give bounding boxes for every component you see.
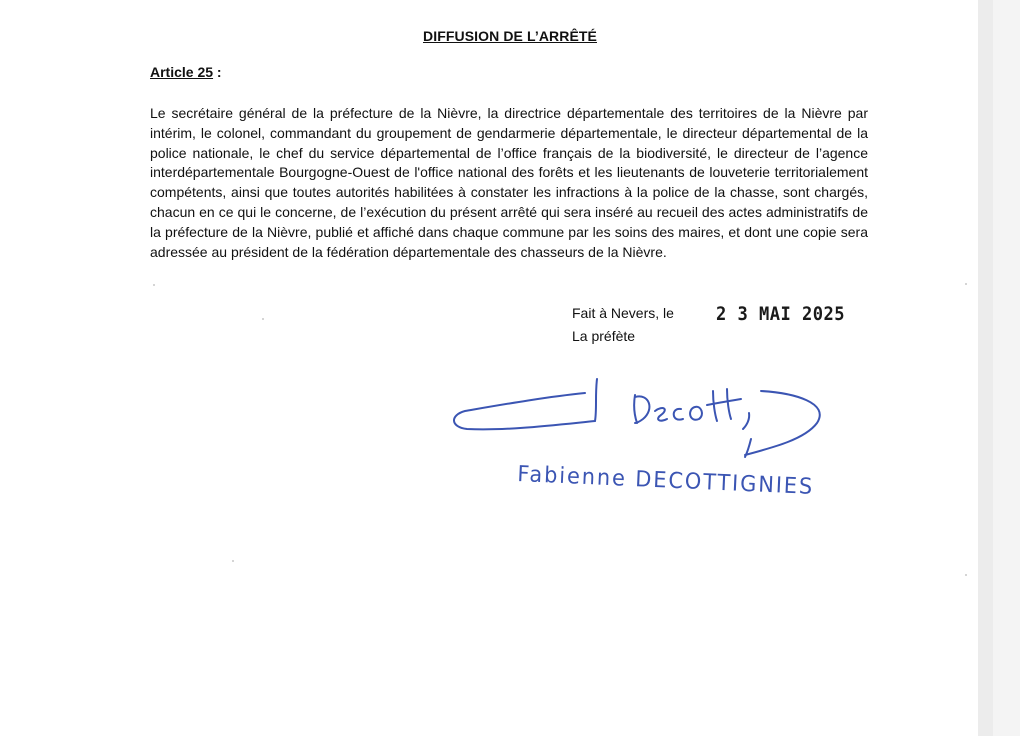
signer-title: La préfète (572, 328, 636, 344)
date-stamp: 2 3 MAI 2025 (716, 303, 845, 325)
page-title: DIFFUSION DE L’ARRÊTÉ (423, 28, 597, 44)
article-colon: : (213, 64, 222, 80)
scan-speck (232, 560, 234, 562)
article-body: Le secrétaire général de la préfecture de la Nièvre, la directrice départementale des territoires de la Nièvre par intérim, le colonel, commandant du groupement de gendarmerie départementale, le directeur départemental de la police nationale, le chef du service départemental de l’office français de la biodiversité, le directeur de l’agence interdépartementale Bourgogne-Ouest de l'office national des forêts et les lieutenants de louveterie territorialement compétents, ainsi que toutes autorités habilitées à constater les infractions à la police de la chasse, sont chargés, chacun en ce qui le concerne, de l’exécution du présent arrêté qui sera inséré au recueil des actes administratifs de la préfecture de la Nièvre, publié et affiché dans chaque commune par les soins des maires, et dont une copie sera adressée au président de la fédération départementale des chasseurs de la Nièvre. (150, 105, 868, 260)
place-line: Fait à Nevers, le (572, 305, 674, 321)
scan-speck (965, 574, 967, 576)
article-label: Article 25 (150, 64, 214, 80)
handwritten-signature (445, 365, 845, 470)
scan-speck (965, 283, 967, 285)
scan-speck (153, 284, 155, 286)
article-heading (150, 64, 222, 80)
scan-speck (262, 318, 264, 320)
page-edge (978, 0, 993, 736)
handwritten-signer-name: Fabienne DECOTTIGNIES (516, 462, 815, 500)
